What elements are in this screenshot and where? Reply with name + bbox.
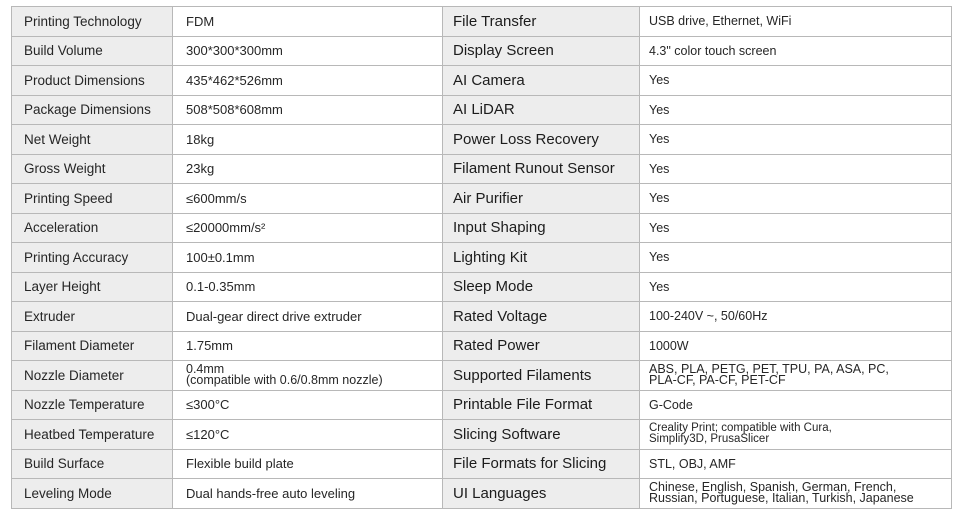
spec-value xyxy=(640,479,952,509)
spec-value xyxy=(640,331,952,361)
spec-row xyxy=(12,302,952,332)
spec-label: Input Shaping xyxy=(443,213,640,243)
spec-value xyxy=(640,361,952,391)
spec-label: Lighting Kit xyxy=(443,243,640,273)
spec-value xyxy=(173,331,443,361)
spec-value xyxy=(640,95,952,125)
spec-value-line: Simplify3D, PrusaSlicer xyxy=(649,433,770,446)
spec-label: Nozzle Diameter xyxy=(12,361,173,391)
spec-label: Build Surface xyxy=(12,449,173,479)
spec-label: Printing Accuracy xyxy=(12,243,173,273)
spec-label: Filament Diameter xyxy=(12,331,173,361)
spec-value xyxy=(640,390,952,420)
spec-label: Slicing Software xyxy=(443,420,640,450)
spec-value xyxy=(640,449,952,479)
spec-label: Net Weight xyxy=(12,125,173,155)
spec-value-line: USB drive, Ethernet, WiFi xyxy=(649,14,792,29)
spec-value-line: Dual-gear direct drive extruder xyxy=(186,308,362,324)
spec-label: Build Volume xyxy=(12,36,173,66)
spec-label: Rated Voltage xyxy=(443,302,640,332)
spec-label: Leveling Mode xyxy=(12,479,173,509)
spec-label: Printable File Format xyxy=(443,390,640,420)
spec-label: Extruder xyxy=(12,302,173,332)
spec-value xyxy=(173,36,443,66)
spec-label: Filament Runout Sensor xyxy=(443,154,640,184)
spec-row xyxy=(12,449,952,479)
spec-value-line: 18kg xyxy=(186,131,215,147)
spec-value xyxy=(173,243,443,273)
spec-value xyxy=(640,154,952,184)
spec-row xyxy=(12,7,952,37)
spec-value-line: 0.1-0.35mm xyxy=(186,279,256,295)
spec-value xyxy=(640,7,952,37)
spec-value-line: STL, OBJ, AMF xyxy=(649,456,736,471)
spec-label: Sleep Mode xyxy=(443,272,640,302)
spec-row xyxy=(12,331,952,361)
spec-value-line: 300*300*300mm xyxy=(186,43,283,59)
spec-value-line: Yes xyxy=(649,161,670,176)
spec-value-line: (compatible with 0.6/0.8mm nozzle) xyxy=(186,373,383,388)
spec-value-line: Russian, Portuguese, Italian, Turkish, Japanese xyxy=(649,491,914,506)
spec-row xyxy=(12,213,952,243)
spec-value-line: Flexible build plate xyxy=(186,456,294,472)
spec-value-line: 100±0.1mm xyxy=(186,249,255,265)
spec-row xyxy=(12,184,952,214)
spec-label: Supported Filaments xyxy=(443,361,640,391)
spec-row xyxy=(12,420,952,450)
spec-value xyxy=(173,66,443,96)
spec-label: Printing Speed xyxy=(12,184,173,214)
spec-label: Rated Power xyxy=(443,331,640,361)
spec-value xyxy=(640,272,952,302)
spec-row xyxy=(12,125,952,155)
spec-value-line: Yes xyxy=(649,73,670,88)
spec-value xyxy=(173,7,443,37)
spec-value-line: Dual hands-free auto leveling xyxy=(186,485,356,501)
spec-value-line: Creality Print; compatible with Cura, xyxy=(649,422,832,435)
spec-value-line: 508*508*608mm xyxy=(186,102,283,118)
spec-label: AI Camera xyxy=(443,66,640,96)
spec-value xyxy=(640,302,952,332)
spec-value-line: PLA-CF, PA-CF, PET-CF xyxy=(649,373,786,388)
spec-row xyxy=(12,272,952,302)
spec-value-line: ABS, PLA, PETG, PET, TPU, PA, ASA, PC, xyxy=(649,361,889,376)
spec-value-line: ≤120°C xyxy=(186,426,230,442)
spec-value xyxy=(173,154,443,184)
spec-value xyxy=(173,213,443,243)
spec-value xyxy=(173,125,443,155)
spec-label: Power Loss Recovery xyxy=(443,125,640,155)
spec-value-line: Yes xyxy=(649,279,670,294)
spec-value xyxy=(173,302,443,332)
spec-label: File Transfer xyxy=(443,7,640,37)
spec-value-line: Yes xyxy=(649,191,670,206)
spec-value-line: ≤300°C xyxy=(186,397,230,413)
spec-label: Acceleration xyxy=(12,213,173,243)
spec-label: Layer Height xyxy=(12,272,173,302)
spec-value-line: G-Code xyxy=(649,397,693,412)
spec-value xyxy=(173,95,443,125)
spec-row xyxy=(12,36,952,66)
spec-value xyxy=(640,125,952,155)
spec-row xyxy=(12,361,952,391)
spec-row xyxy=(12,390,952,420)
spec-value-line: Yes xyxy=(649,220,670,235)
spec-value-line: Yes xyxy=(649,132,670,147)
spec-value xyxy=(173,479,443,509)
spec-value xyxy=(640,420,952,450)
spec-value-line: 0.4mm xyxy=(186,361,225,376)
spec-label: Heatbed Temperature xyxy=(12,420,173,450)
spec-value-line: FDM xyxy=(186,13,215,29)
spec-label: Display Screen xyxy=(443,36,640,66)
spec-value xyxy=(173,449,443,479)
spec-value-line: 4.3" color touch screen xyxy=(649,43,777,58)
spec-value-line: ≤20000mm/s² xyxy=(186,220,266,236)
spec-value xyxy=(173,390,443,420)
spec-value-line: Yes xyxy=(649,102,670,117)
spec-label: Printing Technology xyxy=(12,7,173,37)
spec-value xyxy=(173,420,443,450)
spec-label: Nozzle Temperature xyxy=(12,390,173,420)
spec-label: UI Languages xyxy=(443,479,640,509)
spec-row xyxy=(12,243,952,273)
spec-value-line: 23kg xyxy=(186,161,215,177)
spec-value-line: Chinese, English, Spanish, German, French, xyxy=(649,479,897,494)
spec-value-line: 100-240V ~, 50/60Hz xyxy=(649,309,768,324)
spec-value-line: 435*462*526mm xyxy=(186,72,283,88)
spec-value xyxy=(640,36,952,66)
spec-value xyxy=(173,272,443,302)
spec-value xyxy=(173,184,443,214)
spec-row xyxy=(12,66,952,96)
spec-value xyxy=(640,243,952,273)
spec-label: Package Dimensions xyxy=(12,95,173,125)
spec-row xyxy=(12,479,952,509)
spec-table xyxy=(11,6,952,509)
spec-label: Gross Weight xyxy=(12,154,173,184)
spec-value xyxy=(640,213,952,243)
spec-value xyxy=(640,66,952,96)
spec-label: AI LiDAR xyxy=(443,95,640,125)
spec-value-line: ≤600mm/s xyxy=(186,190,247,206)
spec-value-line: Yes xyxy=(649,250,670,265)
spec-label: Product Dimensions xyxy=(12,66,173,96)
spec-label: File Formats for Slicing xyxy=(443,449,640,479)
spec-value xyxy=(173,361,443,391)
spec-value-line: 1000W xyxy=(649,338,689,353)
spec-row xyxy=(12,95,952,125)
spec-value xyxy=(640,184,952,214)
spec-value-line: 1.75mm xyxy=(186,338,233,354)
spec-label: Air Purifier xyxy=(443,184,640,214)
spec-table-body xyxy=(12,7,952,509)
spec-row xyxy=(12,154,952,184)
